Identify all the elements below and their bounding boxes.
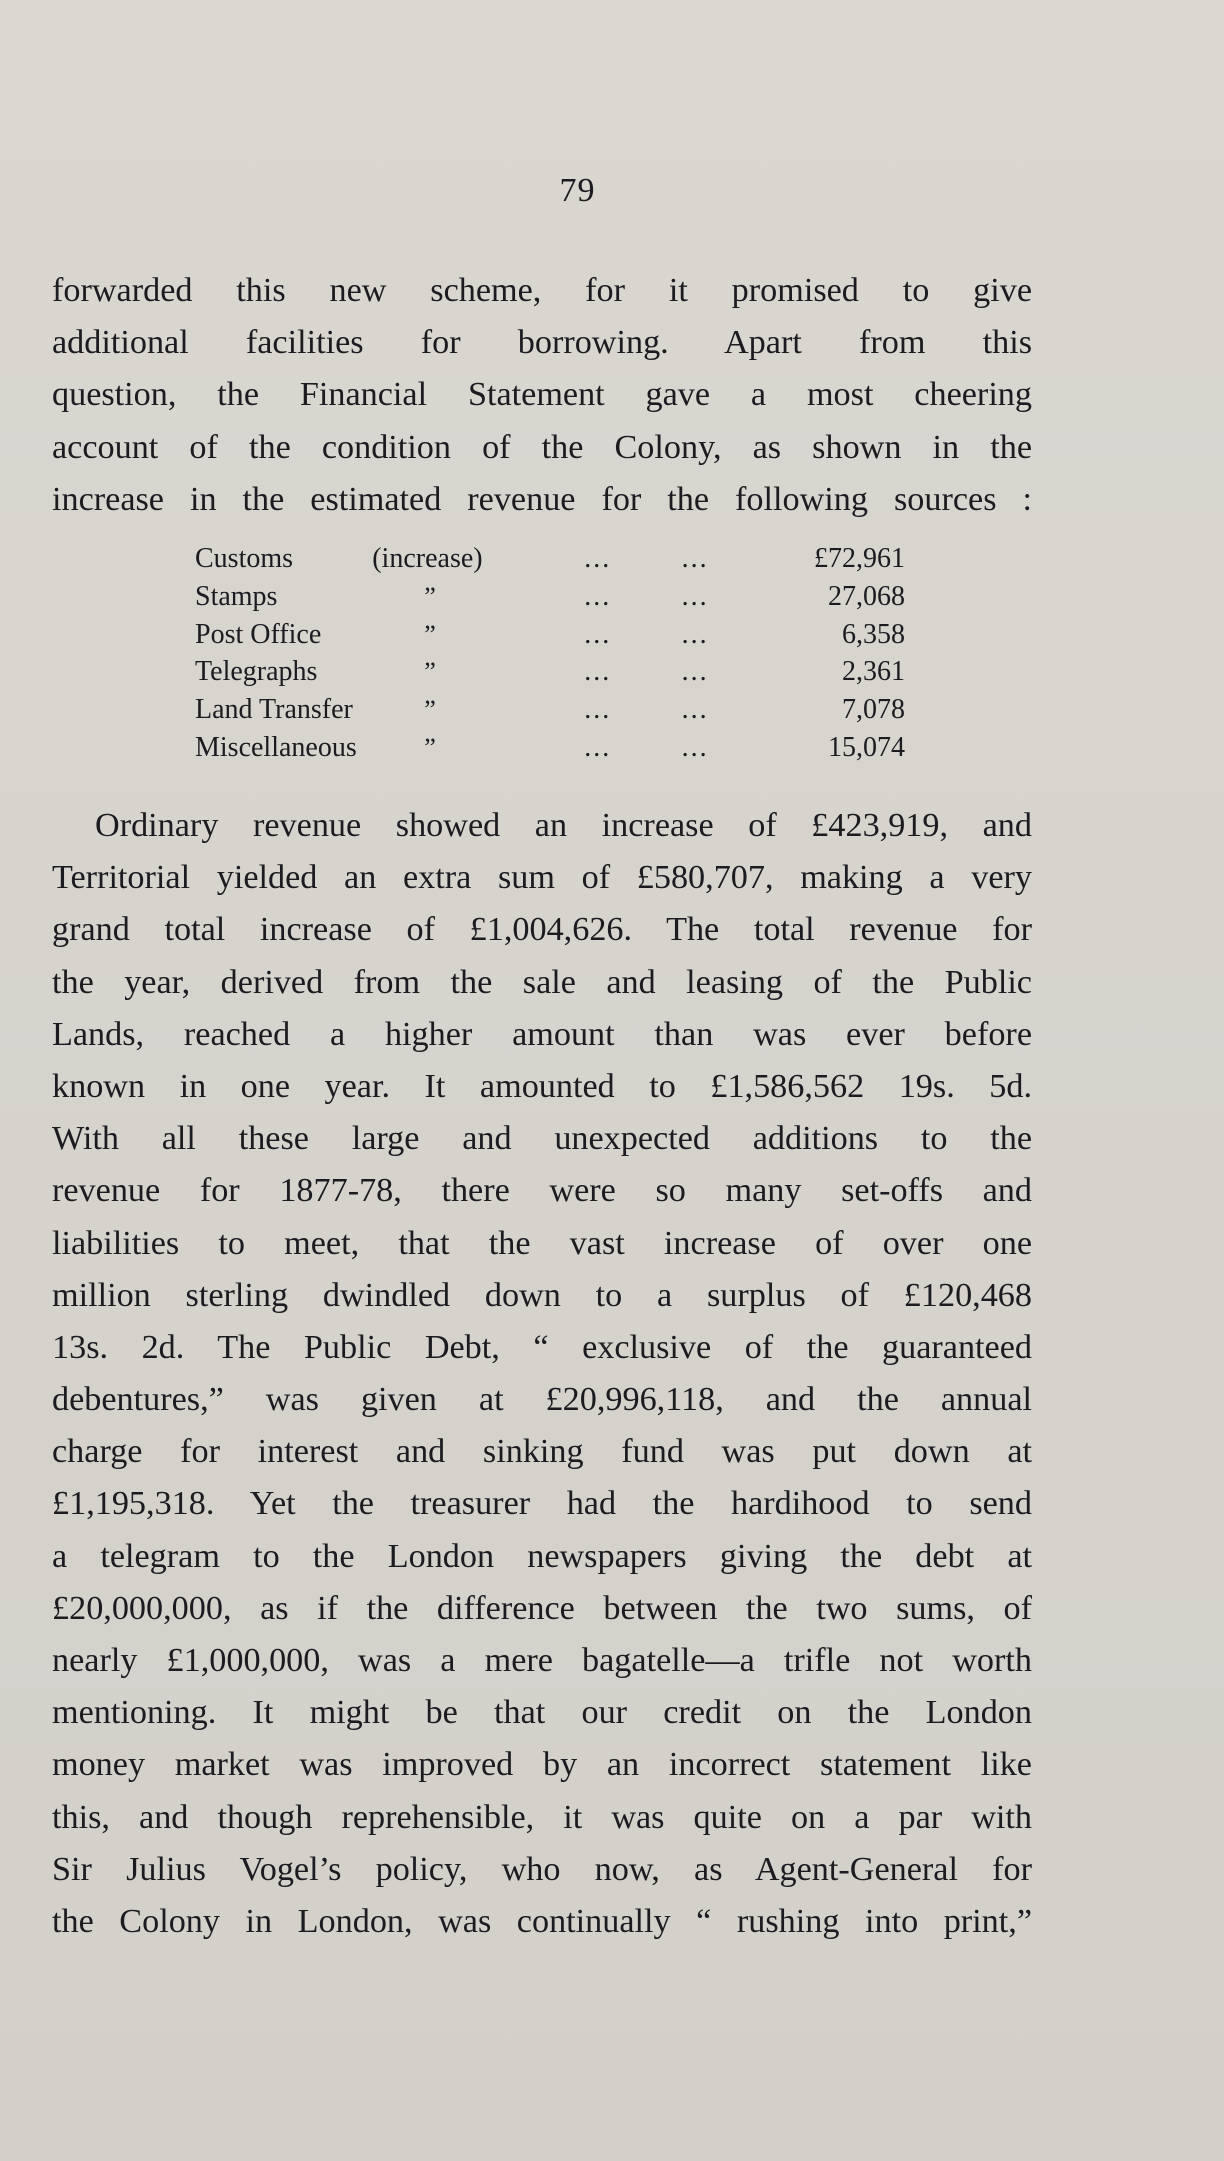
revenue-source: Telegraphs bbox=[195, 656, 318, 688]
text-line: Territorial yielded an extra sum of £580,707, making a very bbox=[52, 859, 1032, 897]
text-line: nearly £1,000,000, was a mere bagatelle—a trifle not worth bbox=[52, 1642, 1032, 1679]
table-row bbox=[195, 729, 905, 767]
leader-dots: ... bbox=[681, 731, 709, 763]
text-line: additional facilities for borrowing. Apart from this bbox=[52, 324, 1032, 362]
revenue-amount: 6,358 bbox=[842, 618, 905, 650]
ditto-mark: ” bbox=[424, 732, 436, 762]
revenue-source: Land Transfer bbox=[195, 694, 353, 726]
table-row bbox=[195, 540, 905, 578]
table-row bbox=[195, 691, 905, 729]
paragraph-intro bbox=[52, 265, 1032, 526]
revenue-amount: 7,078 bbox=[842, 694, 905, 726]
revenue-amount: £72,961 bbox=[814, 543, 905, 574]
revenue-source: Stamps bbox=[195, 580, 278, 612]
leader-dots: ... bbox=[584, 618, 612, 650]
text-line: debentures,” was given at £20,996,118, and the annual bbox=[52, 1381, 1032, 1419]
table-row bbox=[195, 578, 905, 616]
leader-dots: ... bbox=[584, 656, 612, 688]
leader-dots: ... bbox=[584, 543, 612, 574]
text-line: £1,195,318. Yet the treasurer had the hardihood to send bbox=[52, 1485, 1032, 1523]
leader-dots: ... bbox=[681, 656, 709, 688]
leader-dots: ... bbox=[681, 618, 709, 650]
page-number: 79 bbox=[559, 172, 596, 209]
revenue-amount: 15,074 bbox=[828, 731, 905, 763]
ditto-mark: ” bbox=[424, 695, 436, 725]
revenue-amount: 2,361 bbox=[842, 656, 905, 688]
text-line: increase in the estimated revenue for the following sources : bbox=[52, 480, 1032, 518]
revenue-source: Miscellaneous bbox=[195, 731, 357, 763]
text-line: grand total increase of £1,004,626. The total revenue for bbox=[52, 911, 1032, 949]
table-row bbox=[195, 616, 905, 654]
text-line: question, the Financial Statement gave a most cheering bbox=[52, 376, 1032, 414]
revenue-amount: 27,068 bbox=[828, 580, 905, 612]
ditto-mark: ” bbox=[424, 619, 436, 649]
leader-dots: ... bbox=[681, 694, 709, 726]
text-line: charge for interest and sinking fund was put down at bbox=[52, 1433, 1032, 1471]
revenue-source: Post Office bbox=[195, 618, 322, 650]
revenue-increase-table bbox=[195, 540, 905, 767]
text-line: money market was improved by an incorrect statement like bbox=[52, 1746, 1032, 1784]
text-line: With all these large and unexpected additions to the bbox=[52, 1120, 1032, 1158]
leader-dots: ... bbox=[584, 694, 612, 726]
text-line: account of the condition of the Colony, as shown in the bbox=[52, 428, 1032, 466]
text-line: Sir Julius Vogel’s policy, who now, as Agent-General for bbox=[52, 1850, 1032, 1888]
leader-dots: ... bbox=[681, 543, 709, 574]
ditto-mark: ” bbox=[424, 581, 436, 611]
revenue-qualifier: (increase) bbox=[372, 543, 483, 574]
text-line: revenue for 1877-78, there were so many set-offs and bbox=[52, 1172, 1032, 1210]
text-line: £20,000,000, as if the difference between the two sums, of bbox=[52, 1589, 1032, 1627]
text-line: this, and though reprehensible, it was quite on a par with bbox=[52, 1798, 1032, 1836]
text-line: known in one year. It amounted to £1,586,562 19s. 5d. bbox=[52, 1067, 1032, 1105]
leader-dots: ... bbox=[584, 580, 612, 612]
text-line: Lands, reached a higher amount than was ever before bbox=[52, 1015, 1032, 1053]
text-line: forwarded this new scheme, for it promised to give bbox=[52, 272, 1032, 309]
leader-dots: ... bbox=[681, 580, 709, 612]
text-line: Ordinary revenue showed an increase of £423,919, and bbox=[95, 807, 1032, 844]
text-line: 13s. 2d. The Public Debt, “ exclusive of the guaranteed bbox=[52, 1328, 1032, 1366]
text-line: the Colony in London, was continually “ rushing into print,” bbox=[52, 1902, 1032, 1940]
table-row bbox=[195, 653, 905, 691]
text-line: a telegram to the London newspapers giving the debt at bbox=[52, 1537, 1032, 1575]
paragraph-revenue bbox=[52, 800, 1032, 1948]
text-line: the year, derived from the sale and leasing of the Public bbox=[52, 963, 1032, 1001]
text-line: million sterling dwindled down to a surplus of £120,468 bbox=[52, 1276, 1032, 1314]
text-line: mentioning. It might be that our credit on the London bbox=[52, 1694, 1032, 1732]
revenue-source: Customs bbox=[195, 543, 294, 574]
text-line: liabilities to meet, that the vast increase of over one bbox=[52, 1224, 1032, 1262]
ditto-mark: ” bbox=[424, 657, 436, 687]
leader-dots: ... bbox=[584, 731, 612, 763]
